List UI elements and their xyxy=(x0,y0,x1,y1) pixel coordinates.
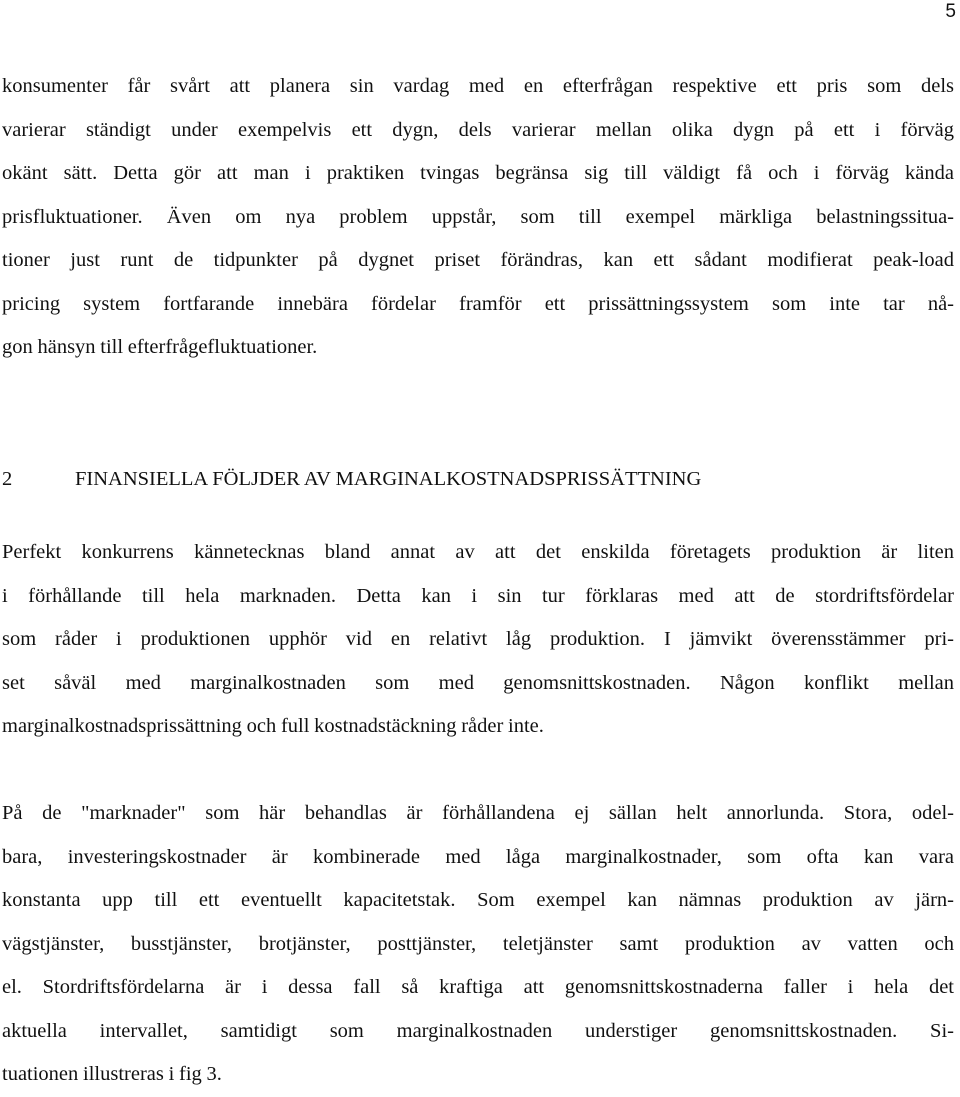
paragraph-line: bara, investeringskostnader är kombinerade med låga marginalkostnader, som ofta kan vara xyxy=(2,845,954,868)
section-heading xyxy=(2,458,954,501)
paragraph-line: tioner just runt de tidpunkter på dygnet priset förändras, kan ett sådant modifierat peak-load xyxy=(2,249,954,271)
paragraph-line: pricing system fortfarande innebära fördelar framför ett prissättningssystem som inte tar nå- xyxy=(2,292,954,315)
paragraph-line: På de "marknader" som här behandlas är förhållandena ej sällan helt annorlunda. Stora, odel- xyxy=(2,802,954,824)
paragraph-line: prisfluktuationer. Även om nya problem uppstår, som till exempel märkliga belastningssitua- xyxy=(2,205,954,228)
paragraph-line: konstanta upp till ett eventuellt kapacitetstak. Som exempel kan nämnas produktion av järn- xyxy=(2,889,954,911)
page-number: 5 xyxy=(945,1,956,22)
paragraph-line: konsumenter får svårt att planera sin vardag med en efterfrågan respektive ett pris som dels xyxy=(2,75,954,97)
section-title: FINANSIELLA FÖLJDER AV MARGINALKOSTNADSPRISSÄTTNING xyxy=(75,468,702,490)
paragraph-line: som råder i produktionen upphör vid en relativt låg produktion. I jämvikt överensstämmer pri- xyxy=(2,628,954,650)
section-number: 2 xyxy=(2,468,13,490)
paragraph-2 xyxy=(2,531,954,749)
paragraph-line: set såväl med marginalkostnaden som med genomsnittskostnaden. Någon konflikt mellan xyxy=(2,671,954,694)
paragraph-line: marginalkostnadsprissättning och full kostnadstäckning råder inte. xyxy=(2,715,544,737)
paragraph-line: tuationen illustreras i fig 3. xyxy=(2,1063,222,1085)
paragraph-line: varierar ständigt under exempelvis ett dygn, dels varierar mellan olika dygn på ett i förväg xyxy=(2,118,954,141)
paragraph-line: gon hänsyn till efterfrågefluktuationer. xyxy=(2,336,318,358)
paragraph-line: i förhållande till hela marknaden. Detta kan i sin tur förklaras med att de stordriftsfördelar xyxy=(2,584,954,607)
paragraph-line: Perfekt konkurrens kännetecknas bland annat av att det enskilda företagets produktion är liten xyxy=(2,541,954,563)
paragraph-3 xyxy=(2,792,954,1097)
paragraph-1 xyxy=(2,65,954,370)
paragraph-line: el. Stordriftsfördelarna är i dessa fall så kraftiga att genomsnittskostnaderna faller i hela det xyxy=(2,976,954,998)
paragraph-line: okänt sätt. Detta gör att man i praktiken tvingas begränsa sig till väldigt få och i förväg kända xyxy=(2,162,954,184)
paragraph-line: vägstjänster, busstjänster, brotjänster, posttjänster, teletjänster samt produktion av vatten och xyxy=(2,932,954,955)
paragraph-line: aktuella intervallet, samtidigt som marginalkostnaden understiger genomsnittskostnaden. Si- xyxy=(2,1019,954,1042)
